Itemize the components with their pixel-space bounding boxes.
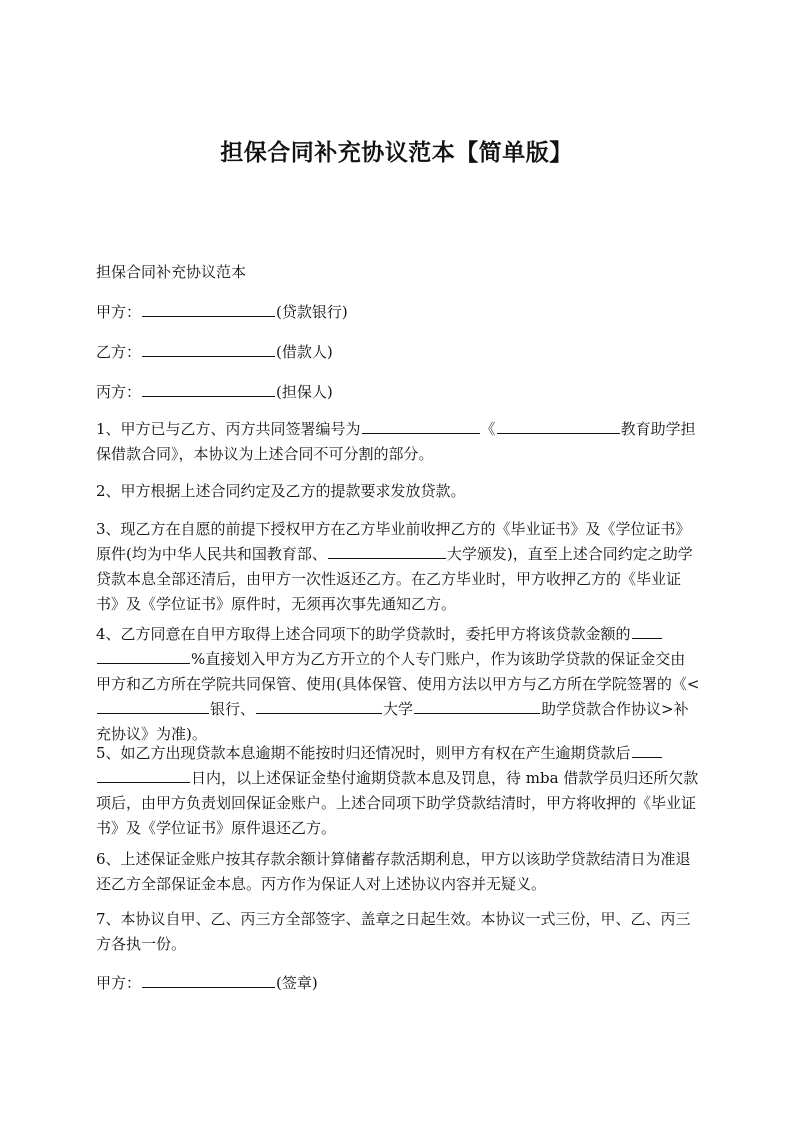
clause-7: 7、本协议自甲、乙、丙三方全部签字、盖章之日起生效。本协议一式三份，甲、乙、丙三方各执一份。 xyxy=(96,910,691,953)
document-title: 担保合同补充协议范本【简单版】 xyxy=(220,140,573,166)
clause-1-text-a: 1、甲方已与乙方、丙方共同签署编号为 xyxy=(96,420,361,438)
clause-4-text-e: 助学贷款合作协议>补充协议》为准)。 xyxy=(96,700,689,743)
clause-4-text-c: 银行、 xyxy=(210,700,256,718)
clause-2: 2、甲方根据上述合同约定及乙方的提款要求发放贷款。 xyxy=(96,482,466,500)
university-blank[interactable] xyxy=(328,543,446,559)
overdue-days-blank-b[interactable] xyxy=(97,767,190,783)
clause-4-text-b: %直接划入甲方为乙方开立的个人专门账户，作为该助学贷款的保证金交由甲方和乙方所在学院共同保管、使用(具体保管、使用方法以甲方与乙方所在学院签署的《< xyxy=(96,650,700,693)
signature-a-blank[interactable] xyxy=(142,972,275,988)
clause-4-text-d: 大学 xyxy=(383,700,414,718)
signature-a-line xyxy=(96,971,700,996)
signature-a-label: 甲方： xyxy=(96,974,142,992)
contract-name-blank[interactable] xyxy=(497,418,620,434)
party-c-blank[interactable] xyxy=(142,381,275,397)
university-name-blank[interactable] xyxy=(256,698,382,714)
contract-number-blank[interactable] xyxy=(362,418,480,434)
party-a-label: 甲方： xyxy=(96,303,142,321)
party-b-label: 乙方： xyxy=(96,343,142,361)
percentage-blank-b[interactable] xyxy=(97,648,190,664)
clause-1-text-b: 《 xyxy=(480,420,496,438)
party-b-blank[interactable] xyxy=(142,341,275,357)
clause-4-text-a: 4、乙方同意在自甲方取得上述合同项下的助学贷款时，委托甲方将该贷款金额的 xyxy=(96,625,631,643)
party-a-blank[interactable] xyxy=(142,301,275,317)
percentage-blank-a[interactable] xyxy=(632,623,662,639)
party-b-line xyxy=(96,340,700,365)
clause-6: 6、上述保证金账户按其存款余额计算储蓄存款活期利息，甲方以该助学贷款结清日为准退还乙方全部保证金本息。丙方作为保证人对上述协议内容并无疑义。 xyxy=(96,850,691,893)
clause-3 xyxy=(96,517,700,617)
college-name-blank[interactable] xyxy=(414,698,540,714)
clause-4 xyxy=(96,622,700,747)
party-a-role: (贷款银行) xyxy=(276,303,348,321)
clause-5-text-a: 5、如乙方出现贷款本息逾期不能按时归还情况时，则甲方有权在产生逾期贷款后 xyxy=(96,744,631,762)
clause-5-text-b: 日内，以上述保证金垫付逾期贷款本息及罚息，待 mba 借款学员归还所欠款项后，由甲方负责划回保证金账户。上述合同项下助学贷款结清时，甲方将收押的《毕业证书》及《学位证书》原件退还乙方。 xyxy=(96,769,699,837)
party-c-line xyxy=(96,380,700,405)
signature-a-note: (签章) xyxy=(276,974,318,992)
party-c-label: 丙方： xyxy=(96,383,142,401)
clause-5 xyxy=(96,741,700,841)
document-subtitle: 担保合同补充协议范本 xyxy=(96,263,247,281)
overdue-days-blank-a[interactable] xyxy=(632,742,662,758)
clause-3-text-b: 大学颁发)，直至上述合同约定之助学贷款本息全部还清后，由甲方一次性返还乙方。在乙方毕业时，甲方收押乙方的《毕业证书》及《学位证书》原件时，无须再次事先通知乙方。 xyxy=(96,545,693,613)
bank-name-blank[interactable] xyxy=(97,698,209,714)
clause-1-text-c: 教育助学担保借款合同》，本协议为上述合同不可分割的部分。 xyxy=(96,420,696,463)
party-a-line xyxy=(96,300,700,325)
party-b-role: (借款人) xyxy=(276,343,333,361)
clause-3-text-a: 3、现乙方在自愿的前提下授权甲方在乙方毕业前收押乙方的《毕业证书》及《学位证书》原件(均为中华人民共和国教育部、 xyxy=(96,520,691,563)
party-c-role: (担保人) xyxy=(276,383,333,401)
clause-1 xyxy=(96,417,700,467)
